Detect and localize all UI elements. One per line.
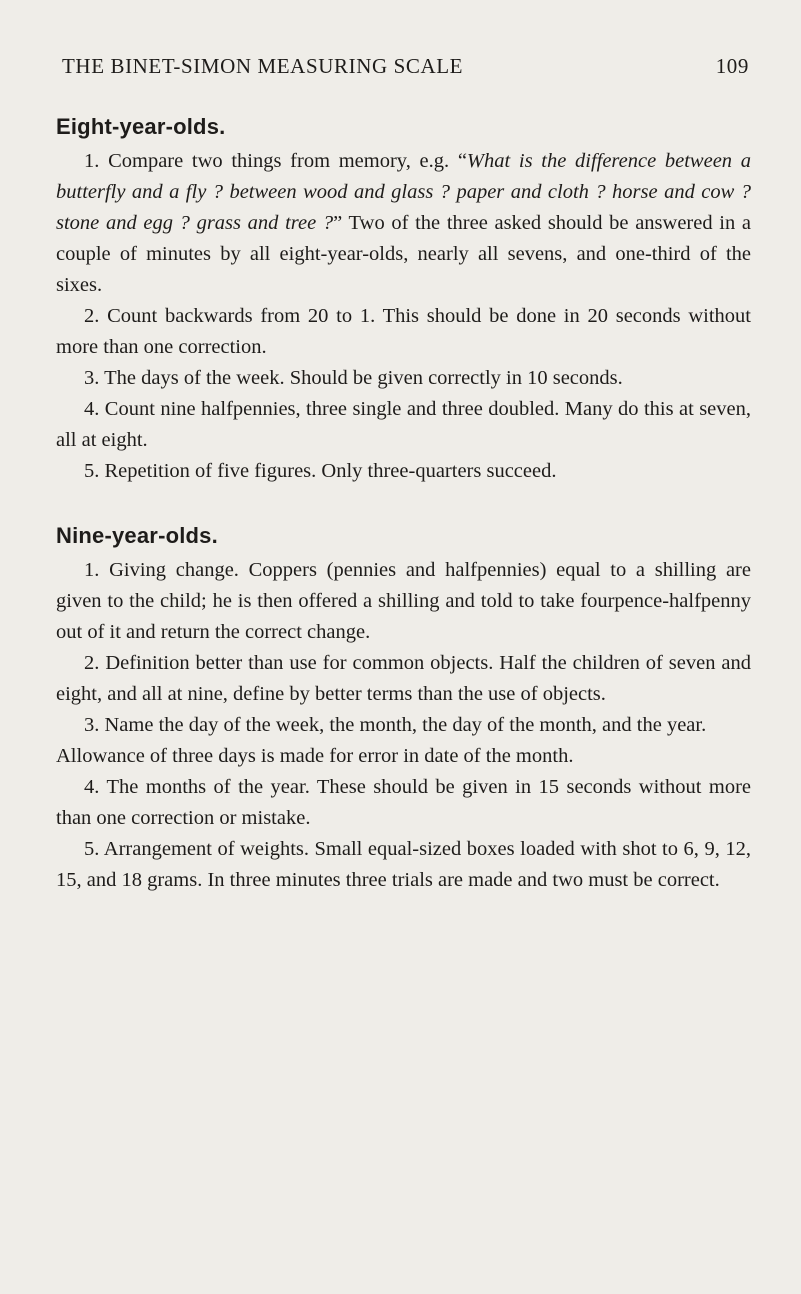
test-item-nine-4: 4. The months of the year. These should be given in 15 seconds without more than one correction or mistake. (56, 776, 751, 829)
test-item-nine-3: 3. Name the day of the week, the month, the day of the month, and the year. (84, 714, 707, 736)
section-nine-year-olds (56, 523, 751, 896)
test-item-eight-1 (56, 146, 751, 301)
test-list-nine-year-olds (56, 555, 751, 896)
section-heading-eight-year-olds: Eight-year-olds. (56, 114, 226, 139)
test-item-eight-2: 2. Count backwards from 20 to 1. This should be done in 20 seconds without more than one correction. (56, 305, 751, 358)
test-item-eight-4: 4. Count nine halfpennies, three single and three doubled. Many do this at seven, all at eight. (56, 398, 751, 451)
page-number: 109 (715, 54, 749, 78)
test-item-nine-1: 1. Giving change. Coppers (pennies and halfpennies) equal to a shilling are given to the child; he is then offered a shilling and told to take fourpence-halfpenny out of it and return the correct change. (56, 559, 751, 643)
test-item-eight-1-lead: 1. Compare two things from memory, e.g. “ (84, 150, 467, 172)
running-head (56, 52, 751, 92)
test-item-nine-3-note: Allowance of three days is made for error in date of the month. (56, 745, 574, 767)
test-item-nine-2: 2. Definition better than use for common objects. Half the children of seven and eight, and all at nine, define by better terms than the use of objects. (56, 652, 751, 705)
section-eight-year-olds (56, 114, 751, 487)
test-item-eight-5: 5. Repetition of five figures. Only three-quarters succeed. (84, 460, 557, 482)
test-item-eight-1-tail: ” Two of the three asked should be answered in a couple of minutes by all eight-year-olds, nearly all sevens, and one-third of the sixes. (56, 212, 751, 296)
test-item-nine-5: 5. Arrangement of weights. Small equal-sized boxes loaded with shot to 6, 9, 12, 15, and 18 grams. In three minutes three trials are made and two must be correct. (56, 838, 751, 891)
test-item-eight-1-questions: What is the difference between a butterfly and a fly ? between wood and glass ? paper and cloth ? horse and cow ? stone and egg ? grass and tree ? (56, 150, 752, 234)
section-heading-nine-year-olds: Nine-year-olds. (56, 523, 218, 548)
test-list-eight-year-olds (56, 146, 751, 487)
running-head-title: THE BINET-SIMON MEASURING SCALE (62, 54, 464, 78)
test-item-eight-3: 3. The days of the week. Should be given correctly in 10 seconds. (84, 367, 623, 389)
